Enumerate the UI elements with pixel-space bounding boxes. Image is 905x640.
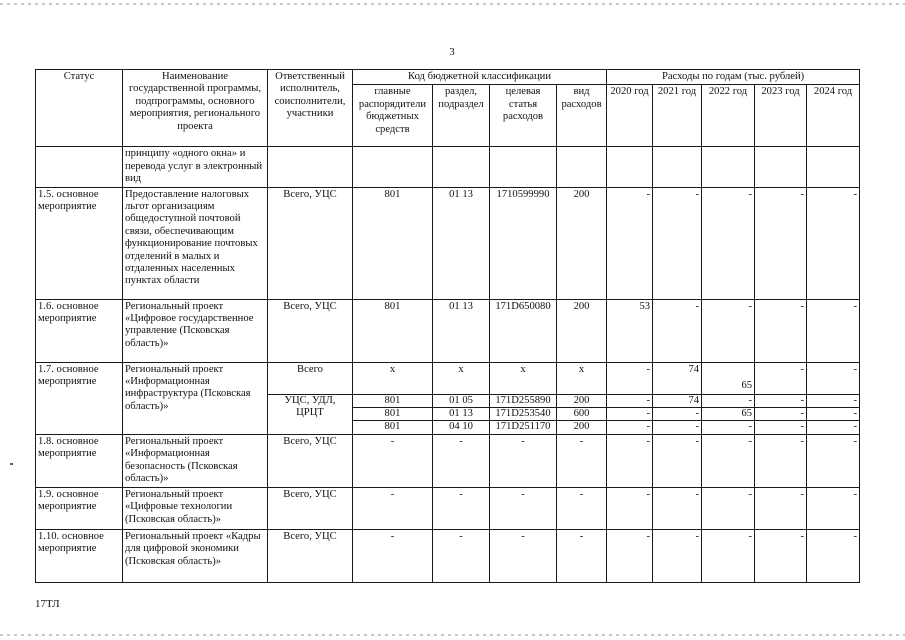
table-row	[36, 487, 860, 529]
row-responsible: Всего, УЦС	[268, 529, 353, 582]
row-vr: 600	[557, 408, 607, 421]
header-expenses: Расходы по годам (тыс. рублей)	[607, 70, 860, 85]
row-csr: x	[490, 362, 557, 394]
budget-table	[35, 69, 860, 583]
row-year-value: -	[755, 187, 807, 299]
row-rzpr: 04 10	[433, 421, 490, 434]
row-rzpr: 01 05	[433, 394, 490, 407]
row-vr: -	[557, 487, 607, 529]
row-status: 1.6. основное мероприятие	[36, 299, 123, 362]
row-rzpr: 01 13	[433, 187, 490, 299]
row-responsible: Всего, УЦС	[268, 299, 353, 362]
scan-edge-top	[0, 3, 905, 5]
row-vr: 200	[557, 394, 607, 407]
table-row	[36, 529, 860, 582]
header-year: 2021 год	[653, 85, 702, 147]
header-name: Наименование государственной программы, подпрограммы, основного мероприятия, регионального проекта	[123, 70, 268, 147]
header-kbk: Код бюджетной классификации	[353, 70, 607, 85]
row-year-value: -	[755, 408, 807, 421]
row-year-value: -	[653, 187, 702, 299]
row-csr: 171D650080	[490, 299, 557, 362]
row-year-value: -	[653, 529, 702, 582]
row-year-value: -	[607, 408, 653, 421]
row-name: Региональный проект «Кадры для цифровой экономики (Псковская область)»	[123, 529, 268, 582]
row-grbs: 801	[353, 421, 433, 434]
table-row	[36, 299, 860, 362]
row-year-value: -	[702, 394, 755, 407]
row-grbs: -	[353, 487, 433, 529]
row-year-value: -	[807, 408, 860, 421]
row-year-value: 65	[702, 408, 755, 421]
row-year-value: -	[702, 434, 755, 487]
header-year: 2022 год	[702, 85, 755, 147]
row-year-value: -	[755, 421, 807, 434]
row-csr: -	[490, 434, 557, 487]
row-csr: -	[490, 529, 557, 582]
header-rzpr: раздел, подраздел	[433, 85, 490, 147]
row-vr: -	[557, 434, 607, 487]
row-vr: 200	[557, 299, 607, 362]
row-year-value: -	[653, 408, 702, 421]
row-responsible: Всего, УЦС	[268, 487, 353, 529]
row-grbs: 801	[353, 187, 433, 299]
row-responsible: Всего, УЦС	[268, 434, 353, 487]
header-vr: вид расходов	[557, 85, 607, 147]
row-responsible: Всего, УЦС	[268, 187, 353, 299]
row-name: принципу «одного окна» и перевода услуг в электронный вид	[123, 147, 268, 187]
row-year-value: -	[755, 394, 807, 407]
header-status: Статус	[36, 70, 123, 147]
row-year-value: -	[755, 362, 807, 394]
row-year-value: -	[702, 421, 755, 434]
row-rzpr: x	[433, 362, 490, 394]
row-csr: 171D253540	[490, 408, 557, 421]
row-year-value: -	[807, 187, 860, 299]
header-year: 2023 год	[755, 85, 807, 147]
row-grbs: -	[353, 434, 433, 487]
row-year-value: 74	[653, 362, 702, 394]
row-year-value: -	[702, 299, 755, 362]
row-vr: 200	[557, 421, 607, 434]
scan-speck	[10, 463, 13, 465]
footer-code: 17ТЛ	[35, 598, 60, 610]
row-status: 1.10. основное мероприятие	[36, 529, 123, 582]
row-year-value: -	[607, 394, 653, 407]
row-year-value: -	[607, 362, 653, 394]
row-responsible: УЦС, УДЛ, ЦРЦТ	[268, 394, 353, 434]
table-row	[36, 362, 860, 394]
row-grbs: x	[353, 362, 433, 394]
row-year-value: -	[755, 529, 807, 582]
row-year-value: -	[702, 529, 755, 582]
row-grbs: 801	[353, 408, 433, 421]
row-year-value: -	[653, 299, 702, 362]
row-year-value: -	[755, 487, 807, 529]
scan-edge-bottom	[0, 634, 905, 636]
row-csr: 171D251170	[490, 421, 557, 434]
row-rzpr: -	[433, 434, 490, 487]
table-row	[36, 187, 860, 299]
row-vr: -	[557, 529, 607, 582]
row-grbs: 801	[353, 394, 433, 407]
row-rzpr: 01 13	[433, 408, 490, 421]
row-year-value: 53	[607, 299, 653, 362]
row-vr: 200	[557, 187, 607, 299]
row-rzpr: -	[433, 487, 490, 529]
row-status: 1.8. основное мероприятие	[36, 434, 123, 487]
row-year-value: -	[607, 487, 653, 529]
row-name: Региональный проект «Цифровое государственное управление (Псковская область)»	[123, 299, 268, 362]
row-year-value: -	[607, 187, 653, 299]
row-csr: 1710599990	[490, 187, 557, 299]
row-csr: -	[490, 487, 557, 529]
header-grbs: главные распорядители бюджетных средств	[353, 85, 433, 147]
row-year-value: -	[807, 529, 860, 582]
page-number: 3	[449, 46, 455, 58]
row-rzpr: 01 13	[433, 299, 490, 362]
row-year-value: 65	[702, 362, 755, 394]
row-year-value: -	[807, 421, 860, 434]
row-year-value: -	[702, 187, 755, 299]
row-csr: 171D255890	[490, 394, 557, 407]
row-status: 1.9. основное мероприятие	[36, 487, 123, 529]
row-year-value: -	[653, 487, 702, 529]
row-year-value: -	[653, 421, 702, 434]
row-rzpr: -	[433, 529, 490, 582]
header-responsible: Ответственный исполнитель, соисполнители, участники	[268, 70, 353, 147]
row-year-value: -	[755, 434, 807, 487]
row-year-value: -	[607, 529, 653, 582]
row-year-value: -	[607, 434, 653, 487]
row-year-value: -	[807, 299, 860, 362]
row-year-value: -	[607, 421, 653, 434]
row-status: 1.5. основное мероприятие	[36, 187, 123, 299]
row-year-value: -	[653, 434, 702, 487]
row-vr: x	[557, 362, 607, 394]
row-status: 1.7. основное мероприятие	[36, 362, 123, 434]
row-year-value: -	[807, 487, 860, 529]
row-grbs: -	[353, 529, 433, 582]
row-responsible: Всего	[268, 362, 353, 394]
row-year-value: -	[807, 394, 860, 407]
row-name: Региональный проект «Цифровые технологии (Псковская область)»	[123, 487, 268, 529]
row-grbs: 801	[353, 299, 433, 362]
header-row-1	[36, 70, 860, 85]
header-year: 2020 год	[607, 85, 653, 147]
row-name: Региональный проект «Информационная безопасность (Псковская область)»	[123, 434, 268, 487]
row-year-value: 74	[653, 394, 702, 407]
row-year-value: -	[807, 434, 860, 487]
header-csr: целевая статья расходов	[490, 85, 557, 147]
row-year-value: -	[807, 362, 860, 394]
row-year-value: -	[702, 487, 755, 529]
table-row-continuation	[36, 147, 860, 187]
row-name: Предоставление налоговых льгот организациям общедоступной почтовой связи, обеспечивающим функционирование почтовых отделений в малых и отдаленных населенных пунктах области	[123, 187, 268, 299]
table-row	[36, 434, 860, 487]
row-name: Региональный проект «Информационная инфраструктура (Псковская область)»	[123, 362, 268, 434]
row-year-value: -	[755, 299, 807, 362]
header-year: 2024 год	[807, 85, 860, 147]
